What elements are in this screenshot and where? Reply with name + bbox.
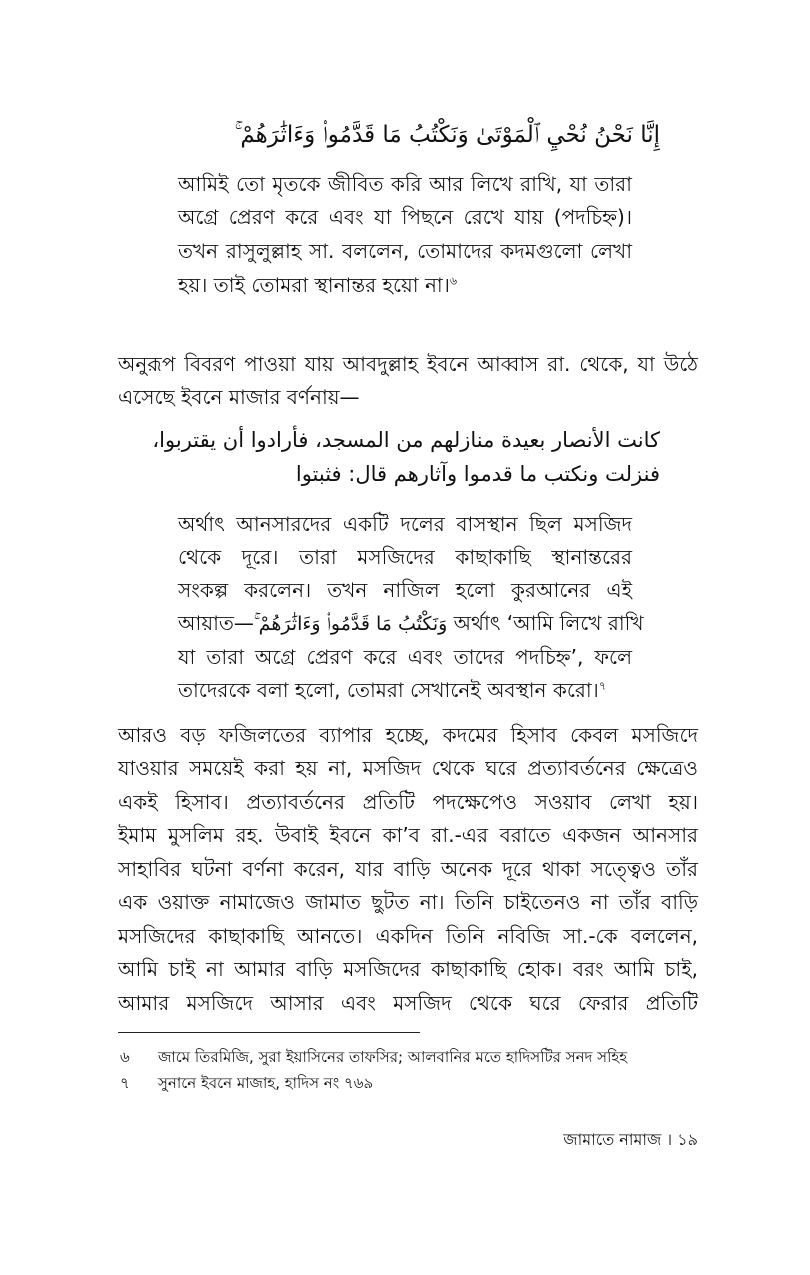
para2-line-9: আমার মসজিদে আসার এবং মসজিদ থেকে ঘরে ফেরার প্রতিটি	[118, 991, 698, 1015]
footnote-6-text: জামে তিরমিজি, সুরা ইয়াসিনের তাফসির; আলবানির মতে হাদিসটির সনদ সহিহ	[158, 1048, 628, 1066]
footnote-7-number: ৭	[120, 1074, 130, 1092]
quote2-line-4-pre: আয়াত—	[178, 611, 254, 635]
quote2-line-1: অর্থাৎ আনসারদের একটি দলের বাসস্থান ছিল মসজিদ	[178, 512, 632, 536]
quote1-line-2: অগ্রে প্রেরণ করে এবং যা পিছনে রেখে যায় (পদচিহ্ন)।	[178, 205, 632, 229]
quranic-verse-arabic: إِنَّا نَحْنُ نُحْيِ ٱلْمَوْتَىٰ وَنَكْتُبُ مَا قَدَّمُوا۟ وَءَاثَٰرَهُمْ ۚ	[234, 122, 660, 148]
quote2-line-2: থেকে দূরে। তারা মসজিদের কাছাকাছি স্থানান্তরের	[178, 545, 632, 569]
hadith-arabic-line-2: فنزلت ونكتب ما قدموا وآثارهم قال: فثبتوا	[295, 462, 660, 486]
para2-line-1: আরও বড় ফজিলতের ব্যাপার হচ্ছে, কদমের হিসাব কেবল মসজিদে	[118, 723, 698, 747]
book-title: জামাতে নামাজ	[563, 1130, 662, 1149]
para2-line-3: একই হিসাব। প্রত্যাবর্তনের প্রতিটি পদক্ষেপেও সওয়াব লেখা হয়।	[118, 790, 698, 814]
page-number: ১৯	[677, 1130, 698, 1149]
para1-line-1: অনুরূপ বিবরণ পাওয়া যায় আবদুল্লাহ ইবনে আব্বাস রা. থেকে, যা উঠে	[118, 352, 698, 376]
quote2-line-3: সংকল্প করলেন। তখন নাজিল হলো কুরআনের এই	[178, 578, 632, 602]
quote1-line-1: আমিই তো মৃতকে জীবিত করি আর লিখে রাখি, যা তারা	[178, 172, 632, 196]
footer-separator: ।	[661, 1130, 678, 1149]
footnote-7-text: সুনানে ইবনে মাজাহ, হাদিস নং ৭৬৯	[158, 1074, 374, 1092]
para2-line-2: যাওয়ার সময়েই করা হয় না, মসজিদ থেকে ঘরে প্রত্যাবর্তনের ক্ষেত্রেও	[118, 756, 698, 780]
quote1-line-4	[178, 271, 632, 304]
quote2-line-4-post: অর্থাৎ ‘আমি লিখে রাখি	[447, 611, 644, 635]
para2-line-4: ইমাম মুসলিম রহ. উবাই ইবনে কা’ব রা.-এর বরাতে একজন আনসার	[118, 823, 698, 847]
hadith-arabic-line-1: كانت الأنصار بعيدة منازلهم من المسجد، فأرادوا أن يقتربوا،	[152, 428, 660, 452]
quote2-line-4	[178, 609, 644, 642]
para2-line-7: মসজিদের কাছাকাছি আনতে। একদিন তিনি নবিজি সা.-কে বললেন,	[118, 924, 698, 948]
footnote-ref-6[interactable]: ৬	[449, 274, 457, 288]
para2-line-6: এক ওয়াক্ত নামাজেও জামাত ছুটত না। তিনি চাইতেনও না তাঁর বাড়ি	[118, 890, 698, 914]
quote1-line-3: তখন রাসুলুল্লাহ সা. বললেন, তোমাদের কদমগুলো লেখা	[178, 239, 632, 263]
inline-quranic-phrase: وَنَكْتُبُ مَا قَدَّمُوا۟ وَءَاثَٰرَهُمْ ۚ	[253, 613, 448, 635]
page-footer	[563, 1127, 698, 1154]
quote2-line-6	[178, 676, 632, 709]
footnote-6-number: ৬	[120, 1048, 130, 1066]
footnote-divider	[118, 1032, 420, 1033]
quote2-line-6-text: তাদেরকে বলা হলো, তোমরা সেখানেই অবস্থান করো।	[178, 678, 599, 702]
quote2-line-5: যা তারা অগ্রে প্রেরণ করে এবং তাদের পদচিহ্ন’, ফলে	[178, 645, 632, 669]
footnote-ref-7[interactable]: ৭	[598, 679, 606, 693]
para1-line-2: এসেছে ইবনে মাজার বর্ণনায়—	[118, 385, 360, 409]
quote1-line-4-text: হয়। তাই তোমরা স্থানান্তর হয়ো না।	[178, 273, 450, 297]
para2-line-8: আমি চাই না আমার বাড়ি মসজিদের কাছাকাছি হোক। বরং আমি চাই,	[118, 957, 698, 981]
para2-line-5: সাহাবির ঘটনা বর্ণনা করেন, যার বাড়ি অনেক দূরে থাকা সত্ত্বেও তাঁর	[118, 857, 698, 881]
